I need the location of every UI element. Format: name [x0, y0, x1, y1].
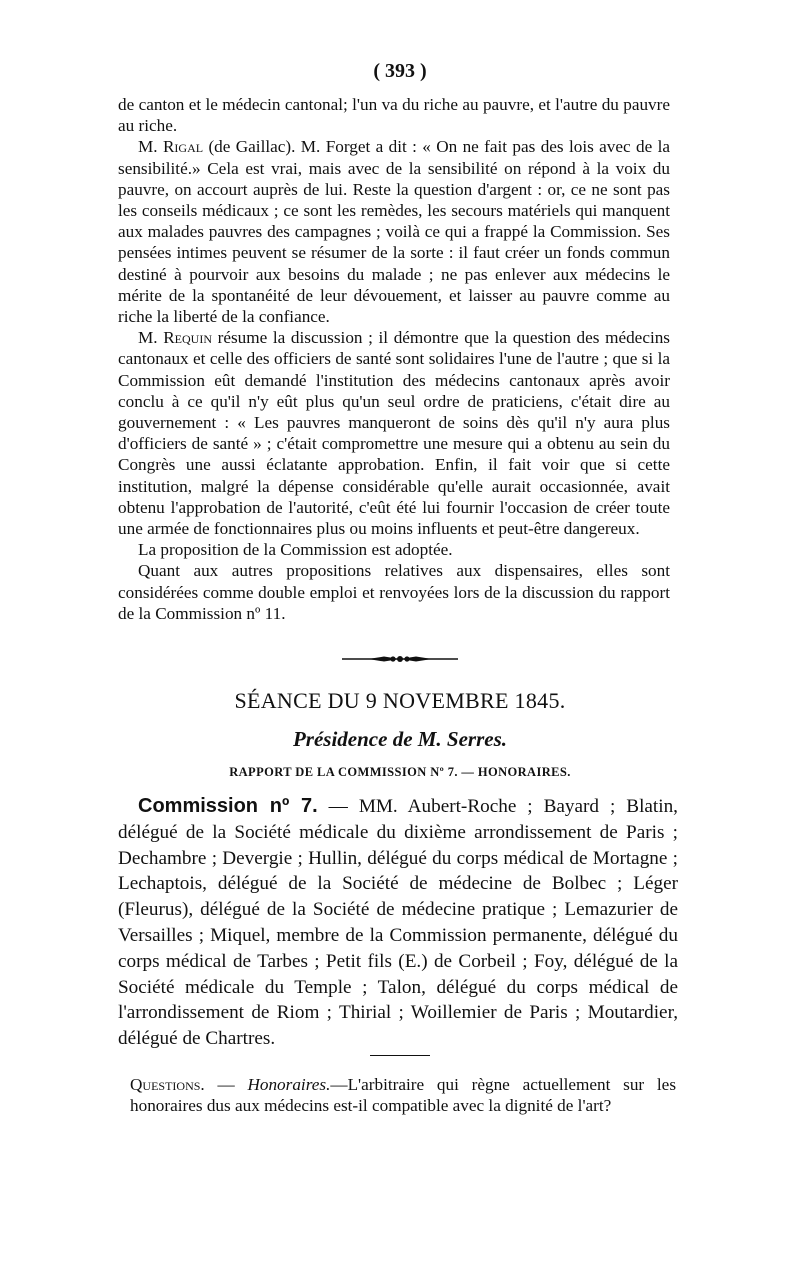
section-rule: [370, 1055, 430, 1056]
commission-label: Commission nº 7.: [138, 795, 318, 817]
commission-paragraph: [118, 794, 678, 1052]
questions-label: Questions.: [130, 1075, 205, 1094]
paragraph-3: [118, 327, 670, 539]
page-number: ( 393 ): [373, 60, 427, 82]
speaker-rigal: M. Rigal: [138, 137, 204, 157]
questions-topic: Honoraires.: [247, 1075, 331, 1094]
report-title: RAPPORT DE LA COMMISSION Nº 7. — HONORAIRES.: [229, 765, 571, 779]
commission-text: — MM. Aubert-Roche ; Bayard ; Blatin, délégué de la Société médicale du dixième arrondissement de Paris ; Dechambre ; Devergie ; Hullin, délégué du corps médical de Mortagne ; Lechaptois, délégué de la Société de médecine de Bolbec ; Léger (Fleurus), délégué de la Société de médecine pratique ; Lemazurier de Versailles ; Miquel, membre de la Commission permanente, délégué du corps médical de Tarbes ; Petit fils (E.) de Corbeil ; Foy, délégué de la Société médicale du Temple ; Talon, délégué du corps médical de l'arrondissement de Riom ; Thirial ; Woillemier de Paris ; Moutardier, délégué de Chartres.: [118, 796, 678, 1050]
ornament-divider: [340, 652, 460, 666]
paragraph-3-text: résume la discussion ; il démontre que la question des médecins cantonaux et celle des officiers de santé sont solidaires l'une de l'autre ; que si la Commission eût demandé l'institution des médecins cantonaux après avoir conclu à ce qu'il n'y eût plus qu'un seul ordre de praticiens, c'était dire au gouvernement : « Les pauvres manqueront de soins dès qu'il n'y aura plus d'officiers de santé » ; c'était compromettre une mesure qui a obtenu au sein du Congrès une aussi éclatante approbation. Enfin, il fait voir que si cette institution, malgré la dépense considérable qu'elle aurait occasionnée, avait obtenu l'approbation de l'autorité, c'eût été lui fournir l'occasion de créer toute une armée de fonctionnaires plus ou moins influents et peut-être dangereux.: [118, 328, 671, 539]
discussion-text: [118, 94, 670, 624]
commission-members: [118, 794, 678, 1052]
paragraph-1: de canton et le médecin cantonal; l'un va du riche au pauvre, et l'autre du pauvre au riche.: [118, 95, 670, 136]
paragraph-5: Quant aux autres propositions relatives aux dispensaires, elles sont considérées comme double emploi et renvoyées lors de la discussion du rapport de la Commission nº 11.: [118, 561, 670, 623]
questions-block: [130, 1074, 676, 1116]
questions-dash: —: [204, 1075, 248, 1094]
paragraph-2-text: (de Gaillac). M. Forget a dit : « On ne fait pas des lois avec de la sensibilité.» Cela est vrai, mais avec de la sensibilité on répond à la voix du pauvre, on accourt auprès de lui. Reste la question d'argent : or, ce ne sont pas les conseils médicaux ; ce sont les remèdes, les secours matériels qui manquent aux malades pauvres des campagnes ; voilà ce qui a frappé la Commission. Ses pensées intimes peuvent se résumer de la sorte : il faut créer un fonds commun destiné à pourvoir aux besoins du malade ; ne pas enlever aux médecins le mérite de la spontanéité de leur dévouement, et laisser au pauvre comme au riche la liberté de la confiance.: [118, 137, 670, 327]
questions-paragraph: [130, 1074, 676, 1116]
questions-text: —L'arbitraire qui règne actuellement sur les honoraires dus aux médecins est-il compatible avec la dignité de l'art?: [130, 1075, 677, 1116]
session-title: SÉANCE DU 9 NOVEMBRE 1845.: [234, 688, 566, 713]
paragraph-2: [118, 136, 670, 327]
paragraph-4: La proposition de la Commission est adoptée.: [138, 540, 453, 560]
presidence-line: Présidence de M. Serres.: [292, 727, 508, 751]
speaker-requin: M. Requin: [138, 328, 212, 348]
